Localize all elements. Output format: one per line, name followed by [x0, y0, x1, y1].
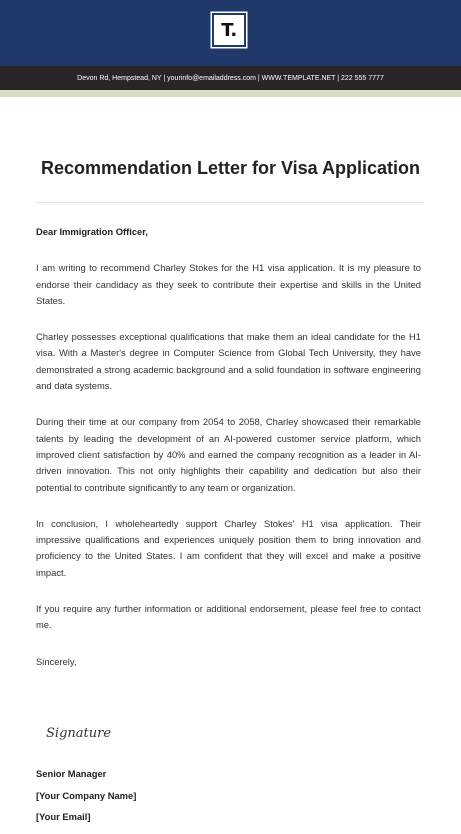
- logo-text: T.: [221, 19, 237, 41]
- closing: Sincerely,: [36, 655, 77, 667]
- sender-block: [36, 766, 136, 831]
- paragraph-intro: I am writing to recommend Charley Stokes for the H1 visa application. It is my pleasure to endorse their candidacy as they seek to contribute their expertise and skills in the United States.: [36, 262, 421, 306]
- contact-info: Devon Rd, Hempstead, NY | yourinfo@emailaddress.com | WWW.TEMPLATE.NET | 222 555 7777: [77, 74, 384, 82]
- sender-email: [Your Email]: [36, 811, 91, 822]
- page-title: Recommendation Letter for Visa Application: [40, 158, 421, 178]
- sender-title: Senior Manager: [36, 768, 107, 779]
- contact-bar: [0, 66, 461, 90]
- paragraph-experience: During their time at our company from 2054 to 2058, Charley showcased their remarkable talents by leading the development of an AI-powered customer service platform, which improved client satisfaction by 40% and earned the company recognition as a leader in AI-driven innovation. This not only highlights their capability and dedication but also their potential to contribute significantly to any team or organization.: [36, 416, 421, 493]
- salutation: Dear Immigration Officer,: [36, 226, 149, 237]
- title-divider: [36, 202, 424, 203]
- paragraph-qualifications: Charley possesses exceptional qualifications that make them an ideal candidate for the H1 visa. With a Master's degree in Computer Science from Global Tech University, they have demonstrated a strong academic background and a solid foundation in software engineering and data systems.: [36, 331, 421, 392]
- letter-body: [36, 224, 421, 670]
- accent-stripe: [0, 90, 461, 97]
- signature: Signature: [46, 726, 112, 741]
- sender-company: [Your Company Name]: [36, 789, 137, 801]
- header-band: [0, 0, 461, 66]
- paragraph-contact: If you require any further information or additional endorsement, please feel free to contact me.: [36, 603, 421, 631]
- logo: [212, 13, 246, 47]
- paragraph-conclusion: In conclusion, I wholeheartedly support Charley Stokes' H1 visa application. Their impressive qualifications and experiences uniquely position them to bring innovation and proficiency to the United States. I am confident that they will excel and make a positive impact.: [36, 517, 421, 578]
